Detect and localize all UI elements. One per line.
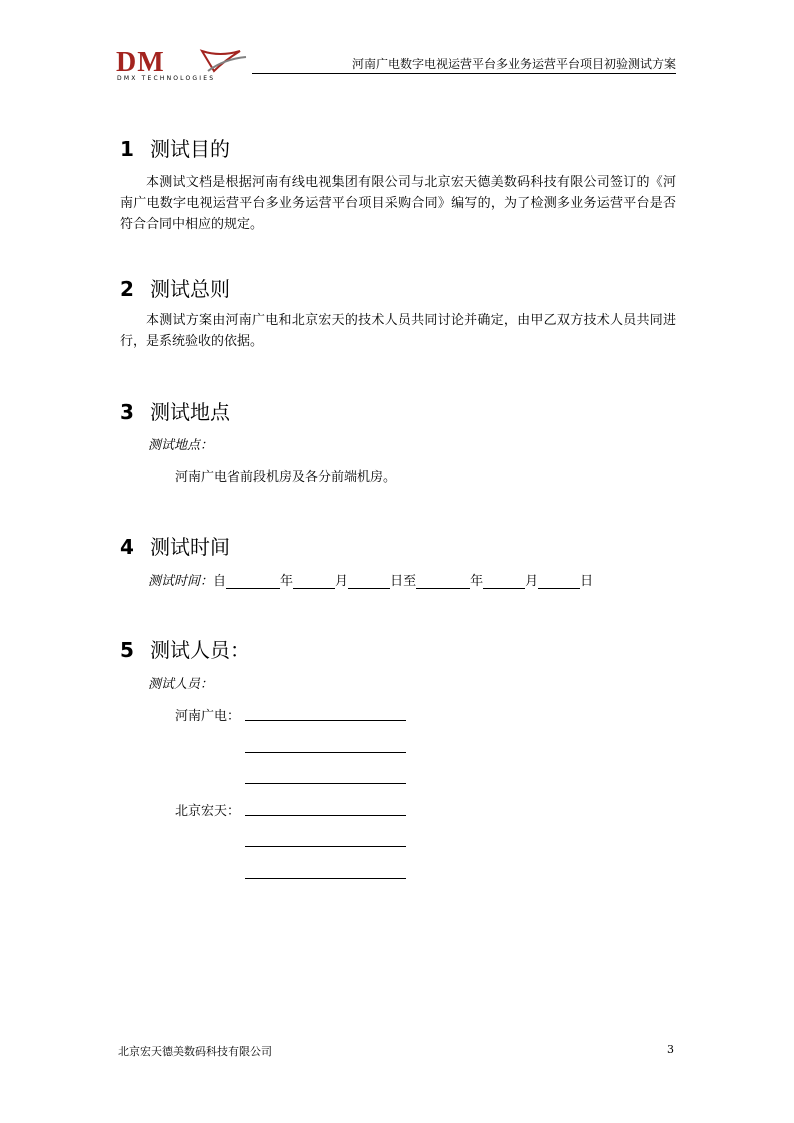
party-a-signature-line-1[interactable] [245,720,406,721]
end-month-blank[interactable] [483,573,525,589]
header-title: 河南广电数字电视运营平台多业务运营平台项目初验测试方案 [351,57,676,71]
section-title: 测试总则 [150,277,230,301]
section-2-body: 本测试方案由河南广电和北京宏天的技术人员共同讨论并确定，由甲乙双方技术人员共同进行，是系统验收的依据。 [120,313,676,349]
year-text: 年 [280,574,294,589]
section-1-body: 本测试文档是根据河南有线电视集团有限公司与北京宏天德美数码科技有限公司签订的《河南广电数字电视运营平台多业务运营平台项目采购合同》编写的，为了检测多业务运营平台是否符合合同中相应的规定。 [120,175,676,232]
section-title: 测试地点 [150,400,230,424]
svg-text:DM: DM [116,47,165,78]
section-number: 2 [120,277,134,301]
section-number: 1 [120,137,134,161]
month-text: 月 [335,574,349,589]
party-a-signature-line-2[interactable] [245,752,406,753]
party-a-signature-line-3[interactable] [245,783,406,784]
start-year-blank[interactable] [226,573,280,589]
time-from-text: 自 [213,574,227,589]
section-3-heading [120,396,230,425]
personnel-label: 测试人员： [148,677,214,692]
section-1-heading [120,133,230,162]
party-b-signature-line-3[interactable] [245,878,406,879]
section-4-heading [120,531,230,560]
dmx-logo [116,47,250,81]
party-a-label: 河南广电： [175,709,241,724]
header-rule [252,73,676,74]
end-day-blank[interactable] [538,573,580,589]
section-title: 测试人员： [150,638,250,662]
party-b-signature-line-2[interactable] [245,846,406,847]
section-2-heading [120,273,230,302]
section-title: 测试时间 [150,535,230,559]
start-month-blank[interactable] [293,573,335,589]
section-number: 3 [120,400,134,424]
page-number: 3 [667,1043,674,1056]
section-title: 测试目的 [150,137,230,161]
day-to-text: 日至 [390,574,417,589]
section-number: 5 [120,638,134,662]
party-b-signature-line-1[interactable] [245,815,406,816]
party-b-label: 北京宏天： [175,804,241,819]
svg-text:DMX TECHNOLOGIES: DMX TECHNOLOGIES [117,75,216,81]
day2-text: 日 [580,574,594,589]
section-5-heading [120,634,250,663]
location-label: 测试地点： [148,438,214,453]
location-value: 河南广电省前段机房及各分前端机房。 [175,470,397,485]
section-number: 4 [120,535,134,559]
footer-company: 北京宏天德美数码科技有限公司 [118,1045,272,1058]
month2-text: 月 [525,574,539,589]
time-label: 测试时间： [148,574,214,589]
test-time-row [148,570,593,589]
year2-text: 年 [470,574,484,589]
end-year-blank[interactable] [416,573,470,589]
start-day-blank[interactable] [348,573,390,589]
